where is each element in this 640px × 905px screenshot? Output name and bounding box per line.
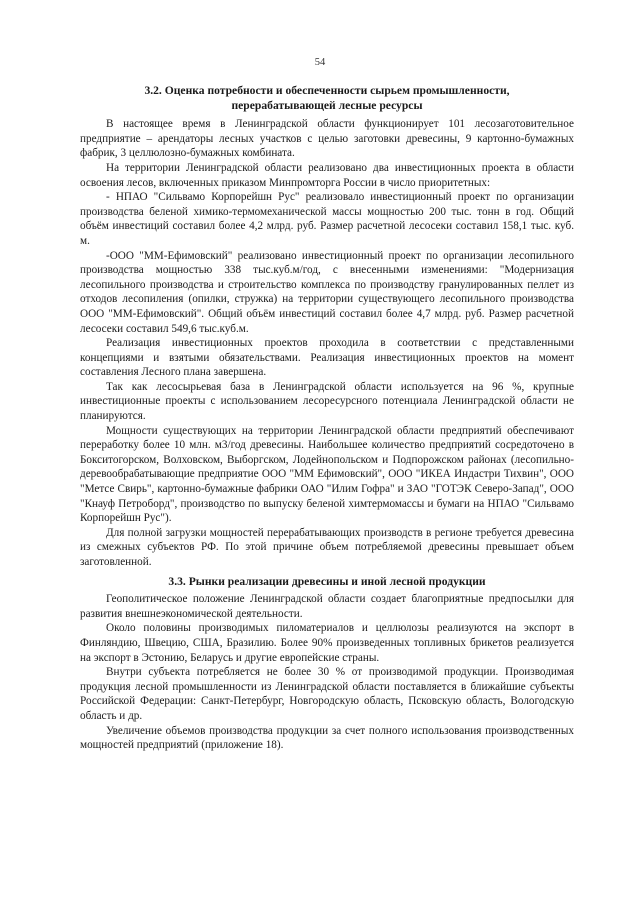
paragraph: На территории Ленинградской области реализовано два инвестиционных проекта в области освоения лесов, включенных приказом Минпромторга России в число приоритетных:	[80, 161, 574, 189]
section-3-2-title-line1: 3.2. Оценка потребности и обеспеченности сырьем промышленности,	[144, 84, 510, 97]
paragraph: Реализация инвестиционных проектов проходила в соответствии с представленными концепциями и взятыми обязательствами. Реализация инвестиционных проектов на момент составления Лесного плана завершена.	[80, 337, 574, 379]
list-item-paragraph: -ООО "ММ-Ефимовский" реализовано инвестиционный проект по организации лесопильного производства мощностью 338 тыс.куб.м/год, с внесенными изменениями: "Модернизация лесопильного производства и строительство комплекса по производству гранулированных пеллет из отходов лесопиления (опилки, стружка) на территории существующего лесопильного производства ООО "ММ-Ефимовский". Общий объём инвестиций составил более 4,7 млрд. руб. Размер расчетной лесосеки составил 549,6 тыс.куб.м.	[80, 249, 574, 335]
paragraph: Около половины производимых пиломатериалов и целлюлозы реализуются на экспорт в Финляндию, Швецию, США, Бразилию. Более 90% произведенных топливных брикетов реализуется на экспорт в Эстонию, Беларусь и другие европейские страны.	[80, 622, 574, 664]
paragraph: Геополитическое положение Ленинградской области создает благоприятные предпосылки для развития внешнеэкономической деятельности.	[80, 593, 574, 620]
paragraph: Увеличение объемов производства продукции за счет полного использования производственных мощностей предприятий (приложение 18).	[80, 724, 574, 752]
section-3-3-heading: 3.3. Рынки реализации древесины и иной лесной продукции	[168, 574, 486, 588]
section-3-2-heading	[80, 84, 574, 113]
list-item-paragraph: - НПАО "Сильвамо Корпорейшн Рус" реализовало инвестиционный проект по организации производства беленой химико-термомеханической массы мощностью 200 тыс. тонн в год. Общий объём инвестиций составил более 4,2 млрд. руб. Размер расчетной лесосеки составил 158,1 тыс. куб. м.	[80, 191, 574, 247]
paragraph: Внутри субъекта потребляется не более 30 % от производимой продукции. Производимая продукция лесной промышленности из Ленинградской области поставляется в ближайшие субъекты Российской Федерации: Санкт-Петербург, Новгородскую область, Псковскую область, Вологодскую область и др.	[80, 666, 574, 722]
page-content	[80, 84, 574, 753]
paragraph: В настоящее время в Ленинградской области функционирует 101 лесозаготовительное предприятие – арендаторы лесных участков с целью заготовки древесины, 9 картонно-бумажных фабрик, 3 целлюлозно-бумажных комбината.	[80, 118, 574, 160]
paragraph: Так как лесосырьевая база в Ленинградской области используется на 96 %, крупные инвестиционные проекты с использованием лесоресурсного потенциала Ленинградской области не планируются.	[80, 380, 574, 423]
paragraph: Мощности существующих на территории Ленинградской области предприятий обеспечивают переработку более 10 млн. м3/год древесины. Наибольшее количество предприятий сосредоточено в Бокситогорском, Волховском, Выборгском, Лодейнопольском и Подпорожском районах (лесопильно-деревообрабатывающие предприятие ООО "ММ Ефимовский", ООО "ИКЕА Индастри Тихвин", ООО "Метсе Свирь", картонно-бумажные фабрики ОАО "Илим Гофра" и ЗАО "ГОТЭК Северо-Запад", ООО "Кнауф Петроборд", производство по выпуску беленой химтермомассы и бумаги на НПАО "Сильвамо Корпорейшн Рус").	[80, 424, 574, 525]
paragraph: Для полной загрузки мощностей перерабатывающих производств в регионе требуется древесина из смежных субъектов РФ. По этой причине объем потребляемой древесины превышает объем заготовленной.	[80, 526, 574, 568]
section-3-2-title-line2: перерабатывающей лесные ресурсы	[231, 98, 423, 112]
page-number: 54	[314, 57, 326, 68]
